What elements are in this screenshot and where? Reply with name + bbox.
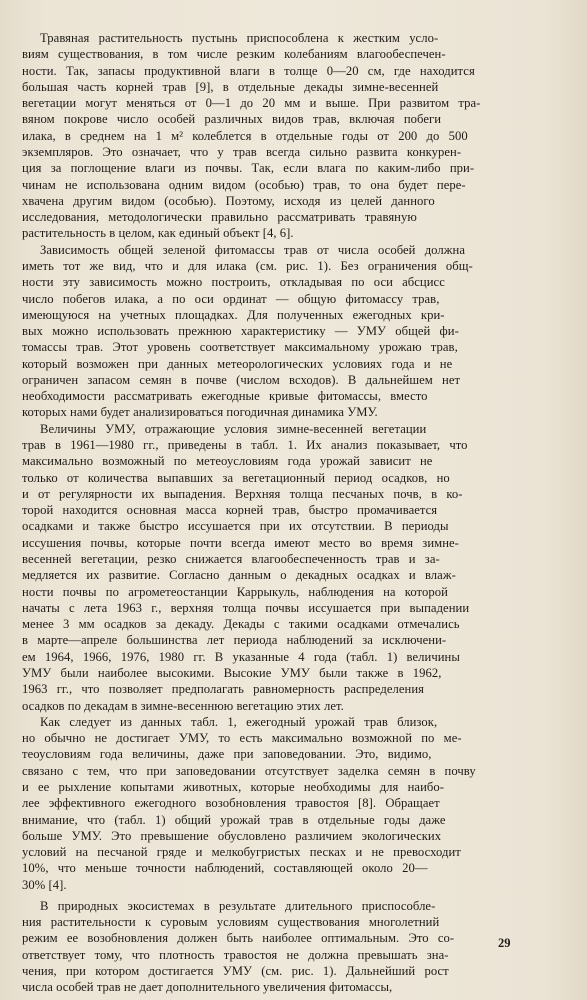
text-line: связано с тем, что при заповедовании отсутствует заделка семян в почву [22,763,476,778]
text-line: 30% [4]. [22,877,67,892]
text-line: исследования, методологически правильно рассматривать травяную [22,210,417,225]
text-line: растительность в целом, как единый объект [4, 6]. [22,226,294,241]
text-line: ния растительности к суровым условиям существования многолетний [22,915,440,930]
text-line: иссушения почвы, которые почти всегда имеют место во время зимне- [22,535,459,550]
text-line: Как следует из данных табл. 1, ежегодный урожай трав близок, [40,714,438,729]
text-line: ция за поглощение влаги из почвы. Так, если влага по каким-либо при- [22,161,475,176]
paragraph-2 [0,242,587,421]
text-line: виям существования, в том числе резким колебаниям влагообеспечен- [22,47,446,62]
text-line: вяном покрове число особей различных видов трав, включая побеги [22,112,442,127]
text-line: лее эффективного ежегодного возобновления травостоя [8]. Обращает [22,796,440,811]
text-line: ности эту зависимость можно построить, откладывая по оси абсцисс [22,275,445,290]
text-line: томассы трав. Этот уровень соответствует максимальному урожаю трав, [22,340,458,355]
text-line: менее 3 мм осадков за декаду. Декады с такими осадками отмечались [22,617,460,632]
text-line: только от количества выпавших за вегетационный период осадков, но [22,470,450,485]
text-line: ем 1964, 1966, 1976, 1980 гг. В указанные 4 года (табл. 1) величины [22,649,460,664]
text-line: внимание, что (табл. 1) общий урожай трав в отдельные годы даже [22,812,446,827]
text-line: УМУ были наиболее высокими. Высокие УМУ были также в 1962, [22,665,442,680]
text-line: вых можно использовать прежнюю характеристику — УМУ общей фи- [22,324,459,339]
text-line: осадков по декадам в зимне-весеннюю вегетацию этих лет. [22,698,344,713]
text-line: и ее рыхление копытами животных, которые необходимы для наибо- [22,779,445,794]
text-line: необходимости рассматривать ежегодные кривые фитомассы, вместо [22,389,428,404]
text-line: но обычно не достигает УМУ, то есть максимально возможной по ме- [22,731,462,746]
paragraph-3 [0,421,587,714]
text-line: 10%, что меньше точности наблюдений, составляющей около 20— [22,861,428,876]
text-line: ности почвы по агрометеостанции Каррыкуль, наблюдения на которой [22,584,448,599]
text-line: хвачена другим видом (особью). Поэтому, исходя из целей данного [22,193,435,208]
text-line: иметь тот же вид, что и для илака (см. рис. 1). Без ограничения общ- [22,258,473,273]
text-line: больше УМУ. Это превышение обусловлено различием экологических [22,828,442,843]
text-line: трав в 1961—1980 гг., приведены в табл. 1. Их анализ показывает, что [22,438,468,453]
body-text [0,30,587,996]
text-line: которых нами будет анализироваться погодичная динамика УМУ. [22,405,378,420]
text-line: В природных экосистемах в результате длительного приспособле- [40,898,436,913]
text-line: Зависимость общей зеленой фитомассы трав от числа особей должна [40,242,465,257]
text-line: в марте—апреле большинства лет периода наблюдений за исключени- [22,633,447,648]
text-line: ответствует тому, что плотность травостоя не должна превышать зна- [22,947,449,962]
text-line: ности. Так, запасы продуктивной влаги в толще 0—20 см, где находится [22,63,475,78]
text-line: 1963 гг., что позволяет предполагать равномерность распределения [22,682,425,697]
text-line: теоусловиям года величины, даже при заповедовании. Это, видимо, [22,747,432,762]
text-line: начаты с лета 1963 г., верхняя толща почвы иссушается при выпадении [22,600,470,615]
text-line: который возможен при данных метеорологических условиях года и не [22,356,453,371]
text-line: Величины УМУ, отражающие условия зимне-весенней вегетации [40,421,427,436]
text-line: и от регулярности их выпадения. Верхняя толща песчаных почв, в ко- [22,486,463,501]
text-line: Травяная растительность пустынь приспособлена к жестким усло- [40,31,439,45]
text-line: число побегов илака, а по оси ординат — общую фитомассу трав, [22,291,440,306]
text-line: имеющуюся на учетных площадках. Для полученных ежегодных кри- [22,307,445,322]
text-line: большая часть корней трав [9], в отдельные декады зимне-весенней [22,79,439,94]
text-line: числа особей трав не дает дополнительного увеличения фитомассы, [22,980,393,995]
text-line: вегетации могут меняться от 0—1 до 20 мм и выше. При развитом тра- [22,96,481,111]
text-line: осадками и также быстро иссушается при их отсутствии. В периоды [22,519,449,534]
text-line: торой находится основная масса корней трав, быстро промачивается [22,503,438,518]
text-line: илака, в среднем на 1 м² колеблется в отдельные годы от 200 до 500 [22,128,468,143]
page-number: 29 [498,936,511,950]
text-line: экземпляров. Это означает, что у трав всегда сильно развита конкурен- [22,144,462,159]
text-line: весенней вегетации, резко снижается влагообеспеченность трав и за- [22,552,440,566]
text-line: условий на песчаной гряде и мелкобугристых песках и не превосходит [22,845,461,860]
text-line: чинам не использована одним видом (особью) трав, то она будет пере- [22,177,466,192]
paragraph-1 [0,30,587,242]
text-line: чения, при котором достигается УМУ (см. рис. 1). Дальнейший рост [22,964,449,979]
text-line: ограничен запасом семян в почве (числом всходов). В дальнейшем нет [22,372,461,387]
text-line: режим ее возобновления должен быть наиболее оптимальным. Это со- [22,931,455,946]
paragraph-4 [0,714,587,893]
text-line: медляется их развитие. Согласно данным о декадных осадках и влаж- [22,568,456,583]
text-line: максимально возможный по метеоусловиям года урожай зависит не [22,454,433,469]
